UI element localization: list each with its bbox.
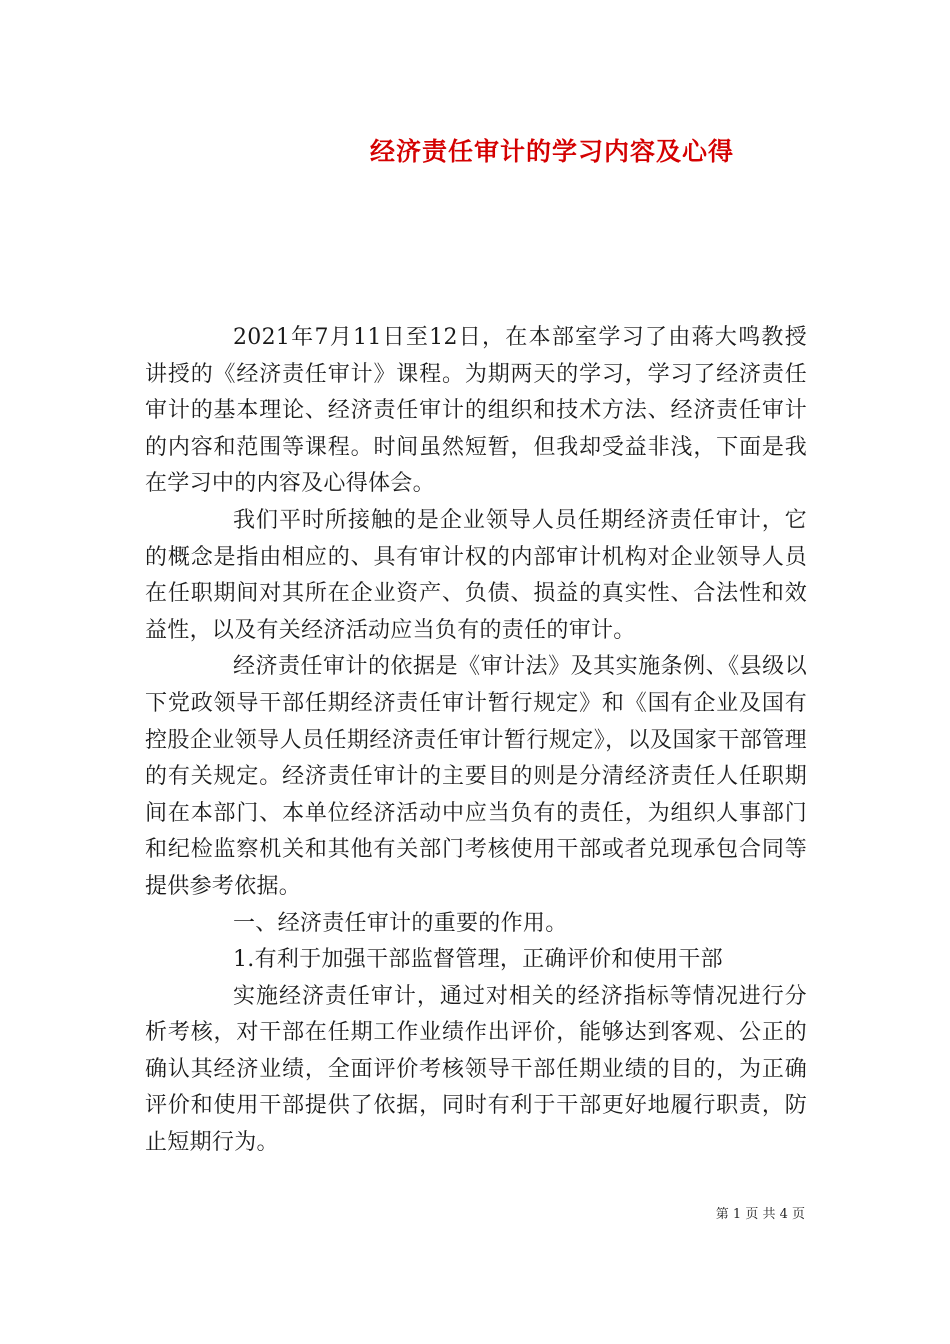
page-number: 第 1 页 共 4 页 xyxy=(715,1207,805,1222)
paragraph-basis: 经济责任审计的依据是《审计法》及其实施条例、《县级以下党政领导干部任期经济责任审计暂行规定》和《国有企业及国有控股企业领导人员任期经济责任审计暂行规定》，以及国家干部管理的有关规定。经济责任审计的主要目的则是分清经济责任人任职期间在本部门、本单位经济活动中应当负有的责任，为组织人事部门和纪检监察机关和其他有关部门考核使用干部或者兑现承包合同等提供参考依据。 xyxy=(145,654,807,899)
paragraph-intro: 2021年7月11日至12日，在本部室学习了由蒋大鸣教授讲授的《经济责任审计》课程。为期两天的学习，学习了经济责任审计的基本理论、经济责任审计的组织和技术方法、经济责任审计的内容和范围等课程。时间虽然短暂，但我却受益非浅，下面是我在学习中的内容及心得体会。 xyxy=(145,325,807,497)
document-title: 经济责任审计的学习内容及心得 xyxy=(369,137,734,166)
paragraph-concept: 我们平时所接触的是企业领导人员任期经济责任审计，它的概念是指由相应的、具有审计权的内部审计机构对企业领导人员在任职期间对其所在企业资产、负债、损益的真实性、合法性和效益性，以及有关经济活动应当负有的责任的审计。 xyxy=(145,507,807,643)
subsection-heading: 1.有利于加强干部监督管理，正确评价和使用干部 xyxy=(233,947,723,973)
section-heading: 一、经济责任审计的重要的作用。 xyxy=(233,910,568,936)
document-body xyxy=(145,320,807,1162)
paragraph-implementation: 实施经济责任审计，通过对相关的经济指标等情况进行分析考核，对干部在任期工作业绩作出评价，能够达到客观、公正的确认其经济业绩，全面评价考核领导干部任期业绩的目的，为正确评价和使用干部提供了依据，同时有利于干部更好地履行职责，防止短期行为。 xyxy=(145,983,807,1156)
